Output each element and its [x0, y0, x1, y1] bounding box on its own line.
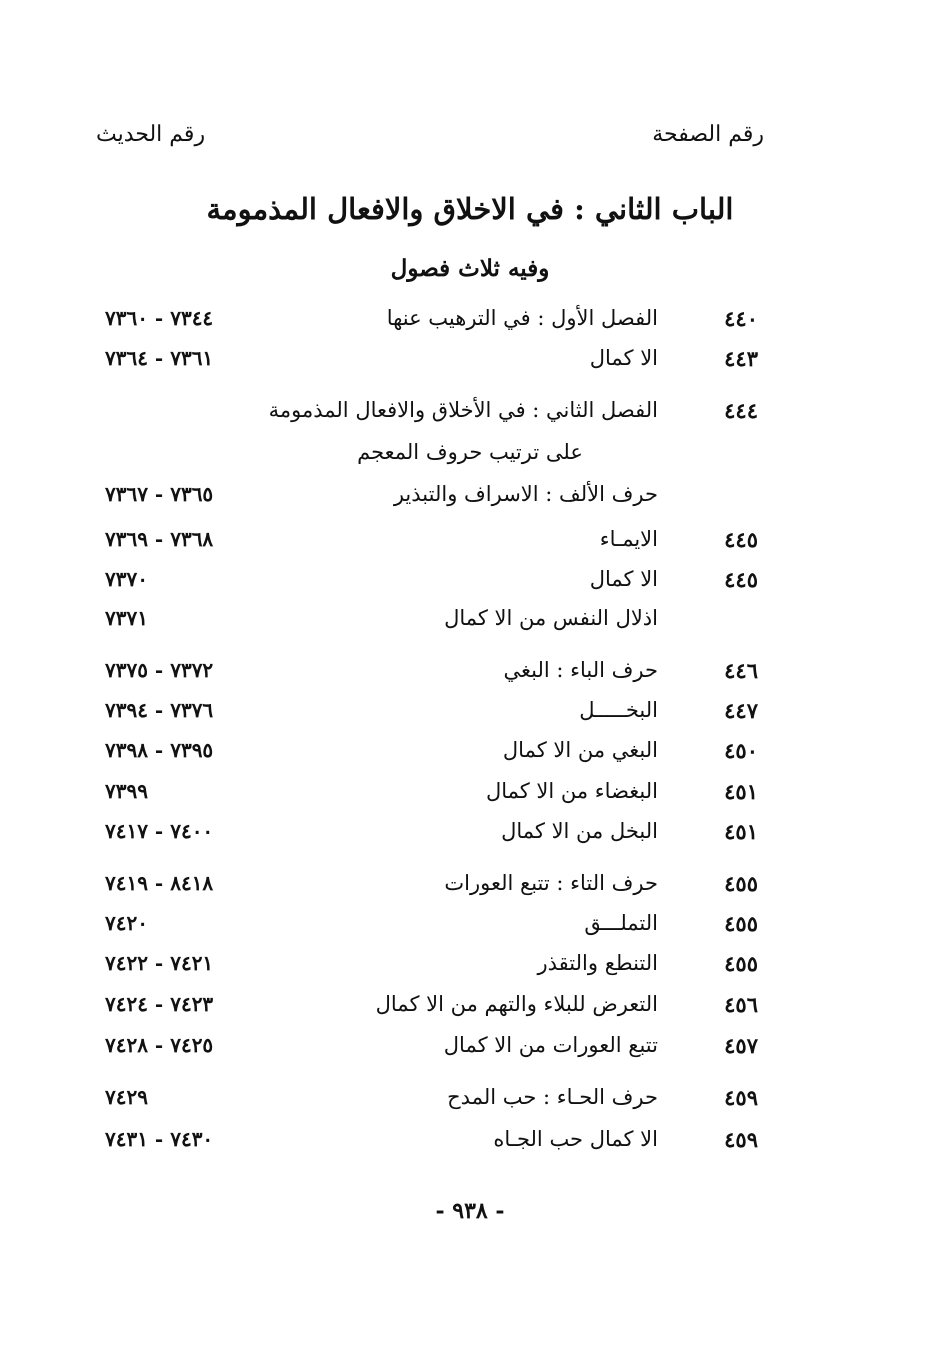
- entry-title: البخل من الا كمال: [501, 819, 658, 843]
- hadith-range: ٧٤٢٩: [105, 1085, 148, 1109]
- entry-title: التنطع والتقذر: [537, 951, 658, 975]
- hadith-range: ٨٤١٨ - ٧٤١٩: [105, 871, 214, 895]
- entry-title: الا كمال: [589, 346, 658, 370]
- hadith-range: ٧٤٢٣ - ٧٤٢٤: [105, 992, 214, 1016]
- footer-page-number: - ٩٣٨ -: [435, 1198, 505, 1224]
- page-number: ٤٥٧: [724, 1033, 758, 1058]
- index-row: [0, 1127, 940, 1163]
- page-number: ٤٥٥: [724, 951, 758, 976]
- index-row: [0, 482, 940, 518]
- hadith-range: ٧٤٢٠: [105, 911, 148, 935]
- hadith-number-column-header: رقم الحديث: [96, 122, 206, 147]
- index-row: [0, 779, 940, 815]
- entry-title: التعرض للبلاء والتهم من الا كمال: [375, 992, 658, 1016]
- page-number: ٤٤٥: [724, 527, 758, 552]
- page-number: ٤٤٠: [724, 306, 758, 331]
- hadith-range: ٧٣٤٤ - ٧٣٦٠: [105, 306, 214, 330]
- page-number: ٤٤٣: [724, 346, 758, 371]
- page-number: ٤٤٤: [724, 398, 758, 423]
- page-number: ٤٤٦: [724, 658, 758, 683]
- page-number: ٤٥٠: [724, 738, 758, 763]
- index-row: [0, 819, 940, 855]
- page-number: ٤٤٧: [724, 698, 758, 723]
- hadith-range: ٧٣٧٢ - ٧٣٧٥: [105, 658, 214, 682]
- hadith-range: ٧٣٩٩: [105, 779, 148, 803]
- entry-title: حرف الباء : البغي: [503, 658, 658, 682]
- entry-title: البخـــــل: [579, 698, 658, 722]
- index-row: [0, 951, 940, 987]
- index-row: [0, 527, 940, 563]
- entry-title: حرف الألف : الاسراف والتبذير: [393, 482, 658, 506]
- page-number-column-header: رقم الصفحة: [652, 122, 764, 147]
- index-row: [0, 871, 940, 907]
- entry-title: حرف التاء : تتبع العورات: [444, 871, 658, 895]
- entry-title: تتبع العورات من الا كمال: [443, 1033, 658, 1057]
- entry-title: حرف الحـاء : حب المدح: [447, 1085, 658, 1109]
- index-row: [0, 306, 940, 342]
- chapter-subtitle: وفيه ثلاث فصول: [390, 255, 550, 282]
- index-row: [0, 911, 940, 947]
- entry-title: الفصل الأول : في الترهيب عنها: [386, 306, 658, 330]
- hadith-range: ٧٣٧٦ - ٧٣٩٤: [105, 698, 214, 722]
- hadith-range: ٧٣٦٨ - ٧٣٦٩: [105, 527, 214, 551]
- entry-title: الايمـاء: [599, 527, 658, 551]
- page-number: ٤٥٥: [724, 871, 758, 896]
- page-number: ٤٤٥: [724, 567, 758, 592]
- entry-title: البغضاء من الا كمال: [485, 779, 658, 803]
- index-row: [0, 1085, 940, 1121]
- index-row: [0, 567, 940, 603]
- hadith-range: ٧٣٧٠: [105, 567, 148, 591]
- hadith-range: ٧٣٦١ - ٧٣٦٤: [105, 346, 214, 370]
- page-number: ٤٥٩: [724, 1127, 758, 1152]
- page-number: ٤٥٩: [724, 1085, 758, 1110]
- page-number: ٤٥١: [724, 819, 758, 844]
- index-row: [0, 1033, 940, 1069]
- hadith-range: ٧٣٩٥ - ٧٣٩٨: [105, 738, 214, 762]
- hadith-range: ٧٣٦٥ - ٧٣٦٧: [105, 482, 214, 506]
- chapter-title: الباب الثاني : في الاخلاق والافعال المذمومة: [206, 192, 734, 226]
- hadith-range: ٧٤٣٠ - ٧٤٣١: [105, 1127, 214, 1151]
- index-row: [0, 606, 940, 642]
- entry-title: البغي من الا كمال: [502, 738, 658, 762]
- entry-title: التملـــق: [584, 911, 658, 935]
- page-number: ٤٥١: [724, 779, 758, 804]
- entry-title: الا كمال: [589, 567, 658, 591]
- page-number: ٤٥٦: [724, 992, 758, 1017]
- index-row: [0, 398, 940, 434]
- hadith-range: ٧٤٢٥ - ٧٤٢٨: [105, 1033, 214, 1057]
- entry-title: اذلال النفس من الا كمال: [444, 606, 658, 630]
- index-row: [0, 698, 940, 734]
- entry-title: على ترتيب حروف المعجم: [357, 440, 583, 464]
- index-row: [0, 738, 940, 774]
- index-row: [0, 346, 940, 382]
- index-row: [0, 658, 940, 694]
- index-row: [0, 992, 940, 1028]
- hadith-range: ٧٤٠٠ - ٧٤١٧: [105, 819, 214, 843]
- page-number: ٤٥٥: [724, 911, 758, 936]
- entry-title: الا كمال حب الجـاه: [493, 1127, 658, 1151]
- hadith-range: ٧٤٢١ - ٧٤٢٢: [105, 951, 214, 975]
- index-row: [0, 440, 940, 476]
- entry-title: الفصل الثاني : في الأخلاق والافعال المذمومة: [268, 398, 658, 422]
- hadith-range: ٧٣٧١: [105, 606, 148, 630]
